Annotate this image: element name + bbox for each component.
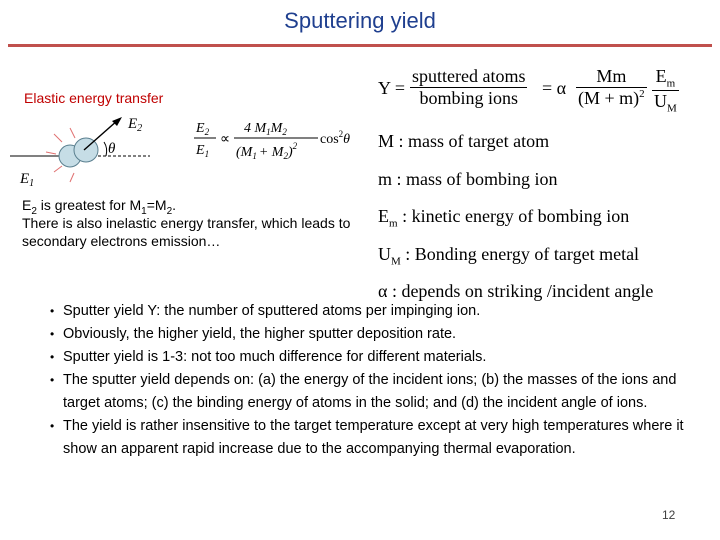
ratio-numerator: $E_2$ bbox=[196, 121, 210, 137]
symbol-definitions bbox=[378, 126, 653, 314]
page-title: Sputtering yield bbox=[284, 8, 436, 33]
list-item: • Sputter yield Y: the number of sputtered atoms per impinging ion. bbox=[50, 300, 690, 323]
definition-row: $E_m$ : kinetic energy of bombing ion bbox=[378, 206, 630, 230]
definition-row: M : mass of target atom bbox=[378, 131, 550, 151]
inelastic-note: There is also inelastic energy transfer, which leads to secondary electrons emission… bbox=[22, 215, 351, 249]
label-theta: θ bbox=[108, 141, 116, 157]
label-e2: $E_2$ bbox=[128, 116, 143, 134]
label-e1: $E_1$ bbox=[20, 171, 35, 189]
elastic-transfer-notes bbox=[22, 196, 362, 250]
mass-sum-squared: $(M_1 + M_2)^2$ bbox=[236, 141, 298, 161]
bullet-icon: • bbox=[50, 327, 55, 341]
collision-diagram bbox=[10, 108, 190, 190]
alpha-equals: = α bbox=[542, 78, 567, 98]
ratio-denominator: $E_1$ bbox=[196, 143, 210, 159]
bullet-icon: • bbox=[50, 419, 55, 433]
energy-ratio-formula bbox=[192, 118, 362, 168]
formula-lhs: Y = bbox=[378, 78, 405, 98]
angle-arc bbox=[104, 142, 107, 156]
page-number: 12 bbox=[662, 508, 676, 522]
propto-symbol: ∝ bbox=[220, 132, 231, 147]
elastic-transfer-heading: Elastic energy transfer bbox=[24, 90, 164, 106]
energy-fraction: $\frac{E_m}{U_M}$ bbox=[654, 66, 677, 115]
yield-formula bbox=[374, 66, 704, 114]
title-divider bbox=[8, 44, 712, 47]
list-item: • Obviously, the higher yield, the higher sputter deposition rate. bbox=[50, 323, 690, 346]
list-item: • The sputter yield depends on: (a) the energy of the incident ions; (b) the masses of the ions and target atoms; (c) the binding energy of atoms in the solid; and (d) the incident angle of ions. bbox=[50, 369, 690, 415]
yield-bullet-list bbox=[50, 300, 690, 461]
atoms-per-ion-fraction: sputtered atoms bombing ions bbox=[412, 66, 526, 108]
max-transfer-note: $E_2$ is greatest for $M_1=M_2$. bbox=[22, 197, 177, 217]
mass-fraction: $\frac{Mm}{(M + m)^2}$ bbox=[578, 66, 645, 108]
cos-squared: $\cos^2\theta$ bbox=[320, 129, 351, 147]
list-item: • The yield is rather insensitive to the target temperature except at very high temperatures where it show an apparent rapid increase due to the accompanying thermal evaporation. bbox=[50, 415, 690, 461]
bullet-icon: • bbox=[50, 350, 55, 364]
list-item: • Sputter yield is 1-3: not too much difference for different materials. bbox=[50, 346, 690, 369]
definition-row: $U_M$ : Bonding energy of target metal bbox=[378, 243, 640, 268]
bullet-icon: • bbox=[50, 373, 55, 387]
definition-row: m : mass of bombing ion bbox=[378, 168, 558, 189]
mass-product: 4 $M_1M_2$ bbox=[244, 121, 287, 137]
definition-row: α : depends on striking /incident angle bbox=[378, 281, 654, 302]
bullet-icon: • bbox=[50, 304, 55, 318]
